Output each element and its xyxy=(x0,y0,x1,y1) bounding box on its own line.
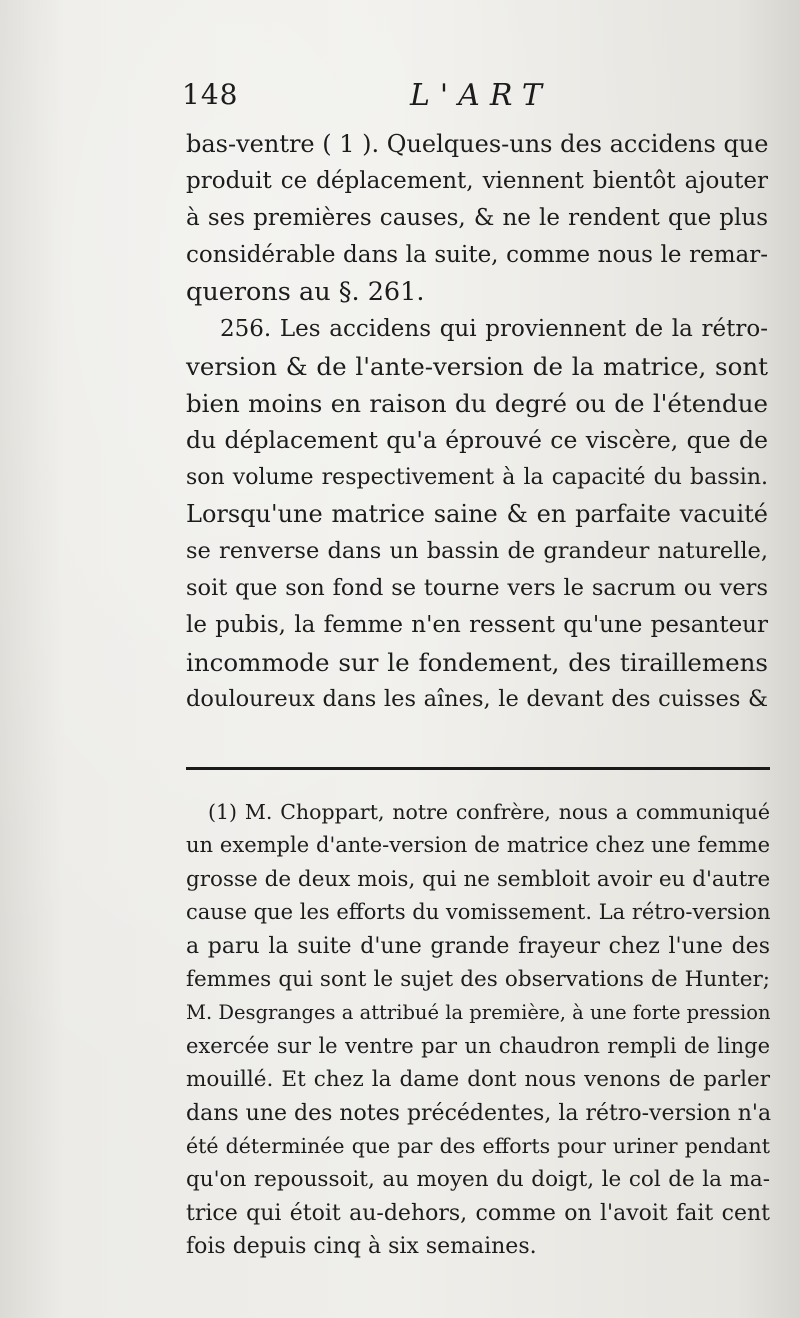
body-line: querons au §. 261. xyxy=(186,277,425,307)
body-line: Lorsqu'une matrice saine & en parfaite vacuité xyxy=(186,500,768,528)
body-line: son volume respectivement à la capacité du bassin. xyxy=(186,465,768,490)
footnote-line: un exemple d'ante-version de matrice chez une femme xyxy=(186,833,770,858)
footnote xyxy=(186,796,770,1263)
body-line: version & de l'ante-version de la matrice, sont xyxy=(186,352,768,381)
body-line: le pubis, la femme n'en ressent qu'une pesanteur xyxy=(186,612,768,638)
footnote-line: été déterminée que par des efforts pour uriner pendant xyxy=(186,1133,770,1158)
body-line: douloureux dans les aînes, le devant des cuisses & xyxy=(186,686,768,712)
body-line: incommode sur le fondement, des tiraillemens xyxy=(186,648,768,677)
body-text xyxy=(186,126,768,718)
footnote-line: mouillé. Et chez la dame dont nous venons de parler xyxy=(186,1067,770,1093)
body-line: du déplacement qu'a éprouvé ce viscère, que de xyxy=(186,426,768,454)
body-line: à ses premières causes, & ne le rendent que plus xyxy=(186,205,768,231)
page-number: 148 xyxy=(182,78,239,111)
footnote-line: femmes qui sont le sujet des observations de Hunter; xyxy=(186,966,770,992)
running-head: L'ART xyxy=(410,78,552,113)
footnote-line: trice qui étoit au-dehors, comme on l'avoit fait cent xyxy=(186,1200,770,1226)
footnote-line: fois depuis cinq à six semaines. xyxy=(186,1234,537,1260)
body-line: se renverse dans un bassin de grandeur naturelle, xyxy=(186,538,768,564)
footnote-line: (1) M. Choppart, notre confrère, nous a communiqué xyxy=(208,800,770,824)
body-line: bien moins en raison du degré ou de l'étendue xyxy=(186,389,768,418)
body-line: soit que son fond se tourne vers le sacrum ou vers xyxy=(186,575,768,601)
paragraph-256-start: 256. Les accidens qui proviennent de la rétro- xyxy=(220,316,768,342)
body-line: produit ce déplacement, viennent bientôt ajouter xyxy=(186,168,768,194)
footnote-line: exercée sur le ventre par un chaudron rempli de linge xyxy=(186,1033,770,1058)
footnote-line: dans une des notes précédentes, la rétro-version n'a xyxy=(186,1100,772,1126)
page-header xyxy=(182,78,762,118)
footnote-line: a paru la suite d'une grande frayeur chez l'une des xyxy=(186,933,770,959)
footnote-line: cause que les efforts du vomissement. La rétro-version xyxy=(186,900,771,925)
footnote-line: qu'on repoussoit, au moyen du doigt, le col de la ma- xyxy=(186,1167,770,1193)
footnote-line: grosse de deux mois, qui ne sembloit avoir eu d'autre xyxy=(186,866,771,892)
body-line: considérable dans la suite, comme nous le remar- xyxy=(186,242,768,268)
footnote-line: M. Desgranges a attribué la première, à une forte pression xyxy=(186,1001,771,1025)
footnote-separator-rule xyxy=(186,767,770,770)
body-line: bas-ventre ( 1 ). Quelques-uns des accidens que xyxy=(186,130,769,158)
